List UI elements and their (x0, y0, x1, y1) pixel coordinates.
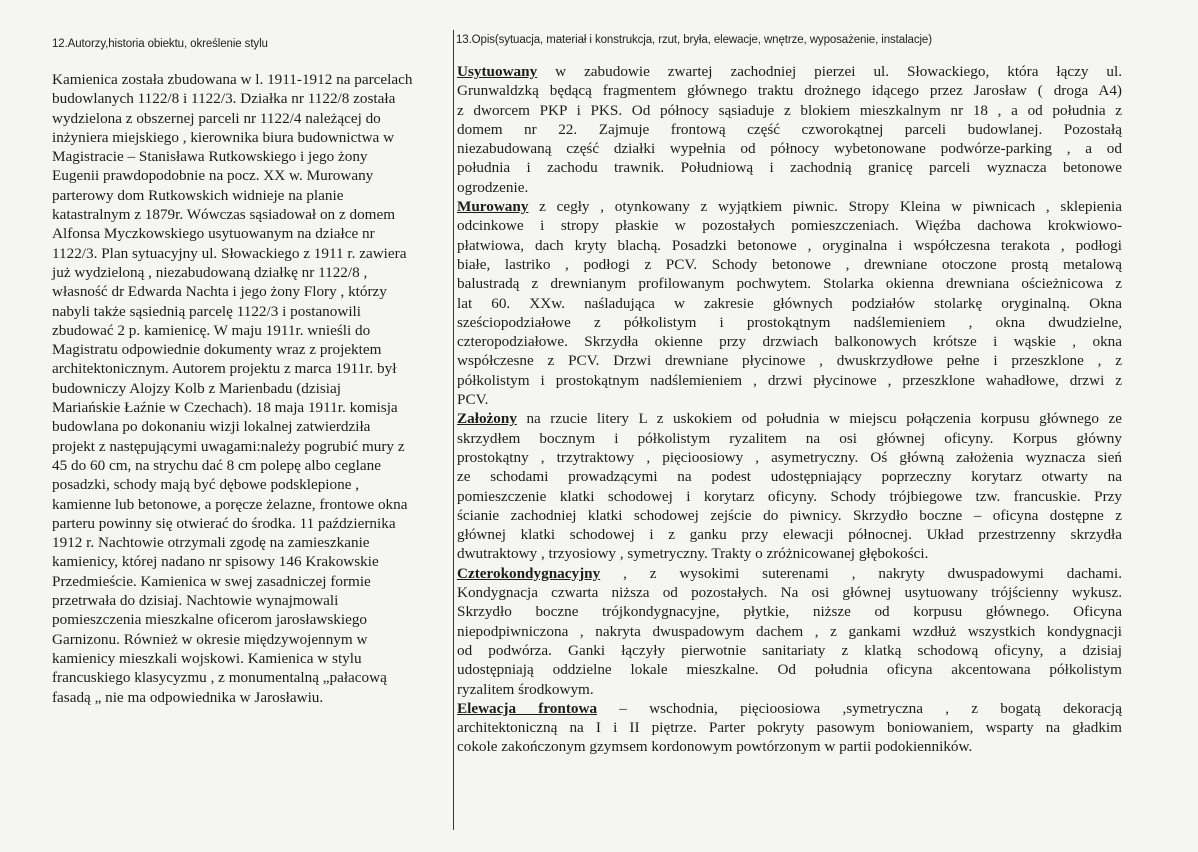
description-text-fragment: niezabudowaną część działki wypełnia od północy wybetonowane podwórze-parking , a od (457, 140, 1122, 158)
description-text-line (457, 120, 1122, 139)
description-text-line (457, 564, 1122, 583)
description-text-fragment: współczesne z PCV. Drzwi drewniane płycinowe , dwuskrzydłowe pełne i przeszklone , z (457, 352, 1122, 370)
description-text-line (457, 390, 1122, 409)
description-text-fragment: czteropodziałowe. Skrzydła okienne przy drzwiach balkonowych krótsze i wąskie , okna (457, 333, 1122, 351)
description-text-line (457, 62, 1122, 81)
description-text-fragment: balustradą z drewnianym profilowanym pochwytem. Stolarka okienna drewniana ościeżnicowa z (457, 275, 1122, 293)
description-text-line (457, 178, 1122, 197)
description-text-fragment: płatwiowa, dach kryty blachą. Posadzki betonowe , oryginalna i współczesna terakota , podłogi (457, 236, 1122, 254)
history-text-line: budowniczy Alojzy Kolb z Marienbadu (dzisiaj (52, 379, 341, 397)
description-text-fragment: PCV. (457, 391, 489, 409)
history-text-line: zbudować 2 p. kamienicę. W maju 1911r. wnieśli do (52, 321, 371, 339)
description-text-fragment: ze schodami prowadzącymi na podest udostępniający poprzeczny korytarz otwarty na (457, 468, 1122, 486)
history-text-line: budowlana po dokonaniu wizji lokalnej zatwierdziła (52, 418, 371, 436)
description-text-line (457, 332, 1122, 351)
history-text-line: 1912 r. Nachtowie otrzymali zgodę na zamieszkanie (52, 534, 370, 552)
description-text-fragment: ścianie zachodniej klatki schodowej zejście do piwnicy. Skrzydło boczne – oficyna dostępne z (457, 506, 1122, 524)
history-text-line: projekt z następującymi uwagami:należy pogrubić mury z (52, 437, 405, 455)
description-text-fragment: w zabudowie zwartej zachodniej pierzei ul. Słowackiego, która łączy ul. (537, 63, 1122, 80)
history-text-line: Mariańskie Łaźnie w Czechach). 18 maja 1911r. komisja (52, 399, 398, 417)
section-keyword: Murowany (457, 198, 529, 216)
history-text-line: 1122/3. Plan sytuacyjny ul. Słowackiego z 1911 r. zawiera (52, 244, 407, 262)
description-text-fragment: prostokątny , trzytraktowy , pięcioosiowy , asymetryczny. Oś główną założenia wyznacza sień (457, 448, 1122, 466)
history-text-line: posadzki, schody mają być dębowe podsklepione , (52, 476, 360, 494)
description-text-line (457, 660, 1122, 679)
history-text-line: pomieszczenia mieszkalne oficerom jarosławskiego (52, 611, 368, 629)
history-text-line: Przedmieście. Kamienica w swej zasadniczej formie (52, 572, 371, 590)
history-text-line: francuskiego klasycyzmu , z monumentalną „pałacową (52, 669, 387, 687)
history-text-line: budowlanych 1122/8 i 1122/3. Działka nr 1122/8 została (52, 90, 396, 108)
description-text-fragment: Kondygnacja czwarta niższa od pozostałych. Na osi głównej usytuowany trójścienny wykusz. (457, 584, 1122, 602)
history-text-line: nabyli także sąsiednią parcelę 1122/3 i postanowili (52, 302, 361, 320)
description-text-line (457, 274, 1122, 293)
description-text-fragment: Grunwaldzką będącą fragmentem głównego traktu drożnego idącego przez Jarosław ( droga A4) (457, 82, 1122, 100)
history-text-line: fasadą „ nie ma odpowiednika w Jarosławiu. (52, 688, 324, 706)
description-text-line (457, 699, 1122, 718)
history-text-line: już wydzieloną , niezabudowaną działkę nr 1122/8 , (52, 263, 368, 281)
description-text-fragment: pomieszczenie klatki schodowej i korytarz oficyny. Schody trójbiegowe tzw. francuskie. Przy (457, 487, 1122, 505)
description-text-fragment: niepodpiwniczona , nakryta dwuspadowym dachem , z gankami wzdłuż wszystkich kondygnacji (457, 622, 1122, 640)
description-text-fragment: dwutraktowy , trzyosiowy , symetryczny. Trakty o zróżnicowanej głębokości. (457, 545, 929, 563)
description-text-line (457, 583, 1122, 602)
description-text-fragment: ogrodzenie. (457, 178, 529, 196)
description-text-line (457, 641, 1122, 660)
description-text-line (457, 139, 1122, 158)
description-text-fragment: udostępniają oddzielne lokale mieszkalne. Od południa oficyna akcentowana półkolistym (457, 661, 1122, 679)
description-text-fragment: domem nr 22. Zajmuje frontową część czworokątnej parceli budowlanej. Pozostałą (457, 120, 1122, 138)
section-keyword: Elewacja frontowa (457, 699, 598, 717)
description-text-column (457, 62, 1122, 757)
description-text-fragment: lat 60. XXw. naśladująca w zakresie głównych podziałów stolarkę oryginalną. Okna (457, 294, 1122, 312)
description-text-fragment: na rzucie litery L z uskokiem od południa w miejscu połączenia korpusu głównego ze (516, 410, 1122, 428)
description-text-line (457, 429, 1122, 448)
section-keyword: Założony (457, 410, 517, 428)
history-text-line: Magistratu odpowiednie dokumenty wraz z projektem (52, 341, 382, 359)
description-text-line (457, 506, 1122, 525)
description-text-line (457, 197, 1122, 216)
description-text-line (457, 467, 1122, 486)
description-text-line (457, 371, 1122, 390)
description-text-fragment: południa i zachodu trawnik. Południową i zachodnią granicę parceli wyznacza betonowe (457, 159, 1122, 177)
description-text-fragment: z dworcem PKP i PKS. Od północy sąsiaduje z blokiem mieszkalnym nr 18 , a od południa z (457, 101, 1122, 119)
description-text-line (457, 525, 1122, 544)
history-text-line: kamienicy, której nadano nr spisowy 146 Krakowskie (52, 553, 379, 571)
description-text-line (457, 487, 1122, 506)
history-text-line: Magistracie – Stanisława Rutkowskiego i jego żony (52, 148, 368, 166)
history-text-line: Garnizonu. Również w okresie międzywojennym w (52, 630, 368, 648)
description-text-line (457, 602, 1122, 621)
description-text-line (457, 718, 1122, 737)
description-text-fragment: sześciopodziałowe z półkolistym i prostokątnym nadślemieniem , okna dwudzielne, (457, 313, 1122, 331)
history-text-column (52, 70, 454, 707)
description-text-line (457, 101, 1122, 120)
history-text-line: inżyniera miejskiego , kierownika biura budownictwa w (52, 128, 395, 146)
section-keyword: Usytuowany (457, 63, 538, 80)
description-text-line (457, 216, 1122, 235)
description-text-line (457, 622, 1122, 641)
description-text-fragment: głównej klatki schodowej i z ganku przy elewacji północnej. Układ przestrzenny skrzydła (457, 526, 1122, 544)
description-text-fragment: , z wysokimi suterenami , nakryty dwuspadowymi dachami. (600, 564, 1122, 582)
description-text-line (457, 737, 1122, 756)
history-text-line: Eugenii prawdopodobnie na pocz. XX w. Murowany (52, 167, 374, 185)
description-text-fragment: białe, lastriko , podłogi z PCV. Schody betonowe , drewniane otoczone prostą metalową (457, 255, 1122, 273)
history-text-line: 45 do 60 cm, na strychu dać 8 cm polepę albo ceglane (52, 456, 381, 474)
description-text-fragment: odcinkowe i stropy płaskie w pozostałych pomieszczeniach. Więźba dachowa krokwiowo- (457, 217, 1122, 235)
description-text-fragment: architektoniczną na I i II piętrze. Parter pokryty pasowym boniowaniem, wsparty na gładkim (457, 719, 1122, 737)
history-text-line: kamienicy mieszkali wojskowi. Kamienica w stylu (52, 649, 362, 667)
description-text-fragment: skrzydłem bocznym i półkolistym ryzalitem na osi głównej oficyny. Korpus główny (457, 429, 1122, 447)
description-text-fragment: z cegły , otynkowany z wyjątkiem piwnic. Stropy Kleina w piwnicach , sklepienia (528, 198, 1122, 216)
history-text-line: przetrwała do dzisiaj. Nachtowie wynajmowali (52, 592, 339, 610)
section-13-header: 13.Opis(sytuacja, materiał i konstrukcja, rzut, bryła, elewacje, wnętrze, wyposażenie, instalacje) (456, 34, 932, 46)
history-text-line: Kamienica została zbudowana w l. 1911-1912 na parcelach (52, 71, 413, 88)
description-text-line (457, 544, 1122, 563)
description-text-fragment: od podwórza. Ganki łączyły pierwotnie sanitariaty z klatką schodową oficyny, a dzisiaj (457, 641, 1122, 659)
description-text-fragment: ryzalitem środkowym. (457, 680, 594, 698)
history-text-line: Alfonsa Myczkowskiego usytuowanym na działce nr (52, 225, 375, 243)
description-text-line (457, 351, 1122, 370)
description-text-line (457, 448, 1122, 467)
description-text-line (457, 409, 1122, 428)
history-text-line: kamienne lub betonowe, a poręcze żelazne, frontowe okna (52, 495, 408, 513)
description-text-fragment: cokole zakończonym gzymsem kordonowym powtórzonym w partii podokienników. (457, 738, 973, 756)
description-text-line (457, 255, 1122, 274)
history-text-line: katastralnym z 1879r. Wówczas sąsiadował on z domem (52, 206, 396, 224)
description-text-line (457, 158, 1122, 177)
history-text-line: wydzielona z obszernej parceli nr 1122/4 należącej do (52, 109, 381, 127)
history-text-line: parterowy dom Rutkowskich widnieje na planie (52, 186, 344, 204)
description-text-line (457, 680, 1122, 699)
history-text-line: parteru powinny się otwierać do środka. 11 października (52, 514, 396, 532)
description-text-line (457, 236, 1122, 255)
description-text-line (457, 313, 1122, 332)
history-text-line: architektonicznym. Autorem projektu z marca 1911r. był (52, 360, 397, 378)
description-text-fragment: półkolistym i prostokątnym nadślemieniem , drzwi płycinowe , przeszklone wahadłowe, drzwi z (457, 371, 1122, 389)
section-12-header: 12.Autorzy,historia obiektu, określenie stylu (52, 38, 268, 50)
description-text-line (457, 81, 1122, 100)
section-keyword: Czterokondygnacyjny (457, 564, 601, 582)
description-text-fragment: – wschodnia, pięcioosiowa ,symetryczna , z bogatą dekoracją (597, 699, 1122, 717)
history-text-line: własność dr Edwarda Nachta i jego żony Flory , którzy (52, 283, 387, 301)
description-text-fragment: Skrzydło boczne trójkondygnacyjne, płytkie, niższe od korpusu głównego. Oficyna (457, 603, 1122, 621)
description-text-line (457, 294, 1122, 313)
